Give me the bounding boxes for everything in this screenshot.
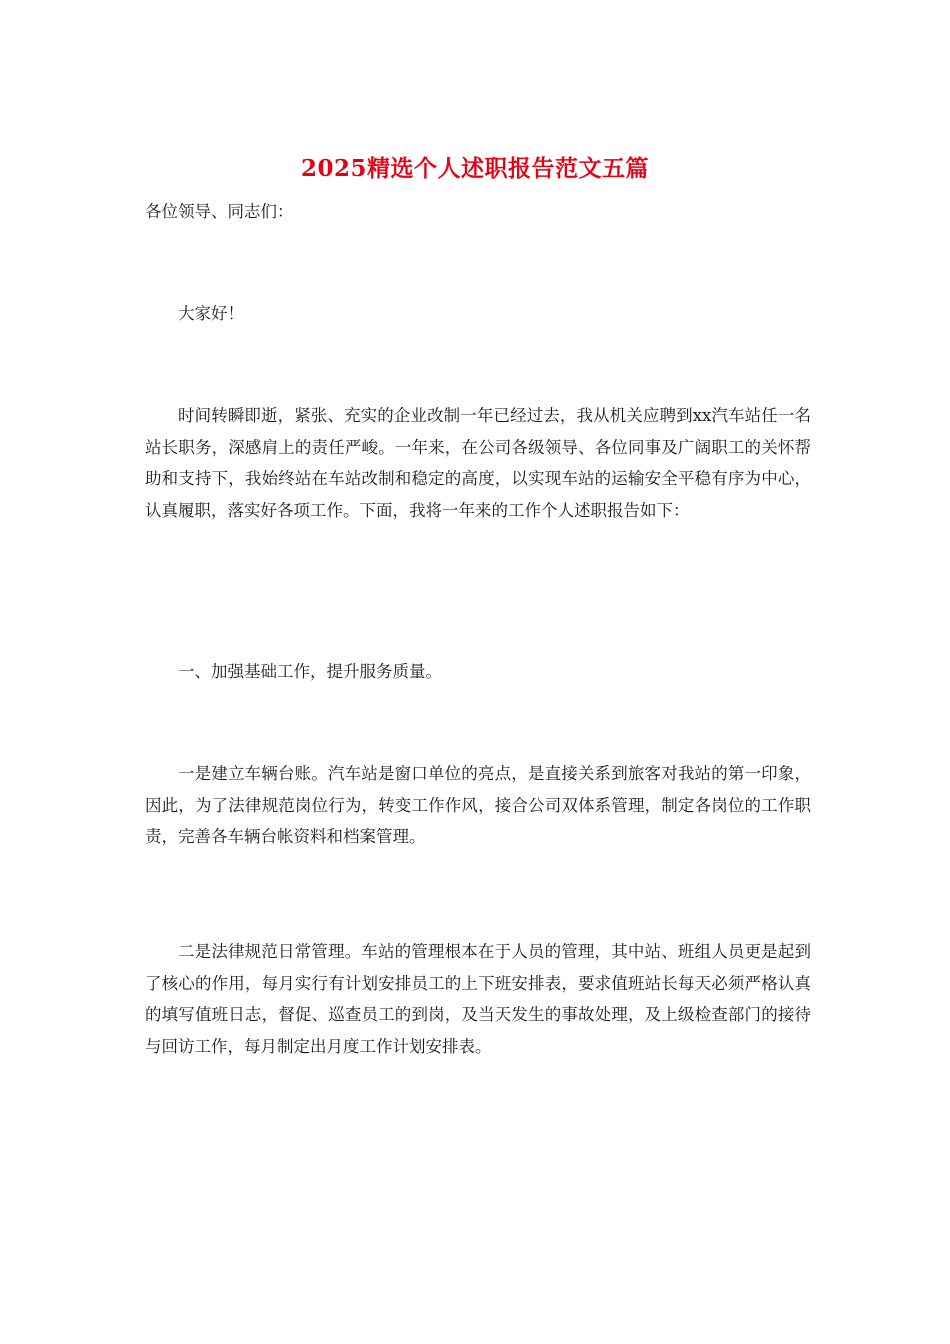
paragraph-greeting: 大家好！ — [178, 304, 244, 323]
document-title: 2025精选个人述职报告范文五篇 — [300, 155, 649, 182]
section-heading-1: 一、加强基础工作，提升服务质量。 — [178, 662, 442, 681]
paragraph-intro: 时间转瞬即逝，紧张、充实的企业改制一年已经过去，我从机关应聘到xx汽车站任一名站长职务，深感肩上的责任严峻。一年来，在公司各级领导、各位同事及广阔职工的关怀帮助和支持下，我始终站在车站改制和稳定的高度，以实现车站的运输安全平稳有序为中心，认真履职，落实好各项工作。下面，我将一年来的工作个人述职报告如下： — [145, 406, 811, 520]
paragraph-item-1: 一是建立车辆台账。汽车站是窗口单位的亮点，是直接关系到旅客对我站的第一印象，因此，为了法律规范岗位行为，转变工作作风，接合公司双体系管理，制定各岗位的工作职责，完善各车辆台帐资料和档案管理。 — [145, 764, 811, 846]
salutation: 各位领导、同志们： — [145, 202, 294, 221]
paragraph-item-2: 二是法律规范日常管理。车站的管理根本在于人员的管理，其中站、班组人员更是起到了核心的作用，每月实行有计划安排员工的上下班安排表，要求值班站长每天必须严格认真的填写值班日志，督促、巡查员工的到岗，及当天发生的事故处理，及上级检查部门的接待与回访工作，每月制定出月度工作计划安排表。 — [145, 942, 811, 1056]
